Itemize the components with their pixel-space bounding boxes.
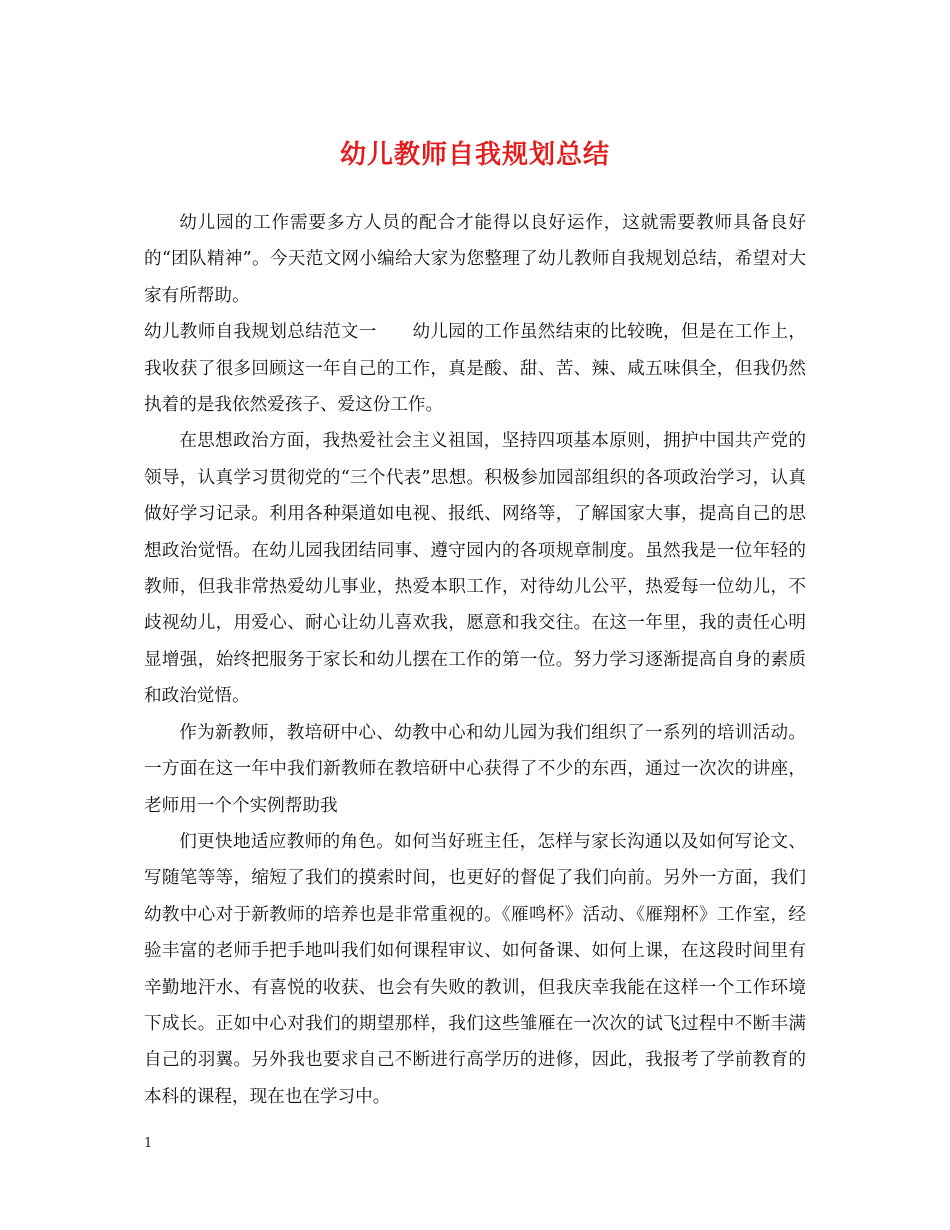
page-number: 1	[144, 1136, 153, 1151]
paragraph-intro: 幼儿园的工作需要多方人员的配合才能得以良好运作，这就需要教师具备良好的“团队精神”。今天范文网小编给大家为您整理了幼儿教师自我规划总结，希望对大家有所帮助。	[144, 213, 806, 306]
paragraph-sample-one: 幼儿教师自我规划总结范文一 幼儿园的工作虽然结束的比较晚，但是在工作上，我收获了很多回顾这一年自己的工作，真是酸、甜、苦、辣、咸五味俱全，但我仍然执着的是我依然爱孩子、爱这份工作。	[144, 322, 806, 416]
paragraph-growth: 们更快地适应教师的角色。如何当好班主任，怎样与家长沟通以及如何写论文、写随笔等等，缩短了我们的摸索时间，也更好的督促了我们向前。另外一方面，我们幼教中心对于新教师的培养也是非常重视的。《雁鸣杯》活动、《雁翔杯》工作室，经验丰富的老师手把手地叫我们如何课程审议、如何备课、如何上课，在这段时间里有辛勤地汗水、有喜悦的收获、也会有失败的教训，但我庆幸我能在这样一个工作环境下成长。正如中心对我们的期望那样，我们这些雏雁在一次次的试飞过程中不断丰满自己的羽翼。另外我也要求自己不断进行高学历的进修，因此，我报考了学前教育的本科的课程，现在也在学习中。	[144, 831, 806, 1107]
document-body	[144, 205, 806, 1115]
paragraph-training: 作为新教师，教培研中心、幼教中心和幼儿园为我们组织了一系列的培训活动。一方面在这一年中我们新教师在教培研中心获得了不少的东西，通过一次次的讲座，老师用一个个实例帮助我	[144, 722, 806, 816]
paragraph-political: 在思想政治方面，我热爱社会主义祖国，坚持四项基本原则，拥护中国共产党的领导，认真学习贯彻党的“三个代表”思想。积极参加园部组织的各项政治学习，认真做好学习记录。利用各种渠道如电视、报纸、网络等，了解国家大事，提高自己的思想政治觉悟。在幼儿园我团结同事、遵守园内的各项规章制度。虽然我是一位年轻的教师，但我非常热爱幼儿事业，热爱本职工作，对待幼儿公平，热爱每一位幼儿，不歧视幼儿，用爱心、耐心让幼儿喜欢我，愿意和我交往。在这一年里，我的责任心明显增强，始终把服务于家长和幼儿摆在工作的第一位。努力学习逐渐提高自身的素质和政治觉悟。	[144, 431, 806, 707]
document-title: 幼儿教师自我规划总结	[339, 140, 610, 170]
